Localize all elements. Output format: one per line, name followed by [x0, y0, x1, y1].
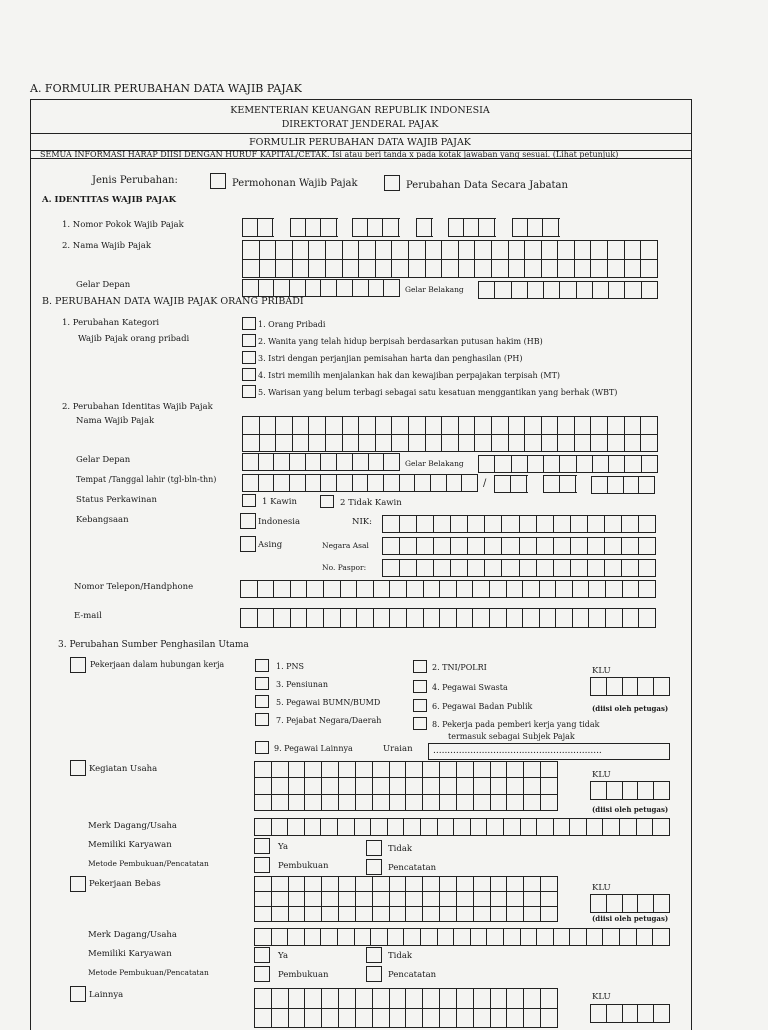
- pekerjaan-bebas-label: Pekerjaan Bebas: [89, 879, 161, 889]
- nama-input[interactable]: [242, 240, 658, 278]
- kategori-3-checkbox[interactable]: [242, 351, 256, 364]
- diisi-label-1: (diisi oleh petugas): [592, 704, 669, 713]
- badan-publik-label: 6. Pegawai Badan Publik: [432, 702, 533, 711]
- swasta-checkbox[interactable]: [413, 680, 427, 693]
- badan-publik-checkbox[interactable]: [413, 699, 427, 712]
- gelar-depan-b-input[interactable]: [242, 453, 400, 471]
- klu-label-4: KLU: [592, 992, 611, 1002]
- kategori-label: 1. Perubahan Kategori: [62, 318, 160, 328]
- form-title: A. FORMULIR PERUBAHAN DATA WAJIB PAJAK: [30, 82, 302, 95]
- tni-checkbox[interactable]: [413, 660, 427, 673]
- karyawan-label-1: Memiliki Karyawan: [88, 840, 172, 850]
- klu-label-3: KLU: [592, 883, 611, 893]
- kategori-2-checkbox[interactable]: [242, 334, 256, 347]
- kategori-3-label: 3. Istri dengan perjanjian pemisahan harta dan penghasilan (PH): [258, 354, 523, 363]
- klu-label-1: KLU: [592, 666, 611, 676]
- status-label: Status Perkawinan: [76, 495, 157, 505]
- bumn-checkbox[interactable]: [255, 695, 269, 708]
- gelar-depan-b-label: Gelar Depan: [76, 455, 131, 465]
- ttl-slash: /: [483, 478, 487, 489]
- telepon-input[interactable]: [240, 580, 656, 598]
- karyawan-tidak-label-2: Tidak: [388, 951, 413, 961]
- divider: [30, 133, 692, 134]
- merk-label-2: Merk Dagang/Usaha: [88, 930, 177, 940]
- pencatatan-label-2: Pencatatan: [388, 970, 437, 980]
- merk-input-1[interactable]: [254, 818, 670, 836]
- nama-wp-label: Nama Wajib Pajak: [76, 416, 155, 426]
- directorate-name: DIREKTORAT JENDERAL PAJAK: [281, 119, 439, 130]
- npwp-input-1[interactable]: [242, 218, 274, 237]
- email-label: E-mail: [74, 611, 102, 621]
- pembukuan-label-1: Pembukuan: [278, 861, 329, 871]
- negara-asal-label: Negara Asal: [322, 541, 369, 550]
- telepon-label: Nomor Telepon/Handphone: [74, 582, 194, 592]
- karyawan-ya-checkbox-1[interactable]: [254, 838, 270, 854]
- klu-label-2: KLU: [592, 770, 611, 780]
- kategori-4-checkbox[interactable]: [242, 368, 256, 381]
- bln-lahir-input[interactable]: [543, 475, 577, 493]
- nik-label: NIK:: [352, 517, 373, 527]
- tidak-kawin-label: 2 Tidak Kawin: [340, 498, 402, 508]
- pekerja-checkbox[interactable]: [413, 717, 427, 730]
- metode-label-1: Metode Pembukuan/Pencatatan: [88, 859, 209, 868]
- nama-wp-input[interactable]: [242, 416, 658, 452]
- gelar-depan-label: Gelar Depan: [76, 280, 131, 290]
- kebangsaan-label: Kebangsaan: [76, 515, 129, 525]
- kategori-1-checkbox[interactable]: [242, 317, 256, 330]
- gelar-belakang-b-label: Gelar Belakang: [405, 459, 464, 468]
- metode-label-2: Metode Pembukuan/Pencatatan: [88, 968, 209, 977]
- no-paspor-label: No. Paspor:: [322, 563, 367, 572]
- asing-checkbox[interactable]: [240, 536, 256, 552]
- merk-input-2[interactable]: [254, 928, 670, 946]
- merk-label-1: Merk Dagang/Usaha: [88, 821, 177, 831]
- pekerja-label-2: termasuk sebagai Subjek Pajak: [448, 732, 575, 741]
- karyawan-tidak-checkbox-1[interactable]: [366, 840, 382, 856]
- kawin-checkbox[interactable]: [242, 494, 256, 507]
- tgl-lahir-input[interactable]: [494, 475, 528, 493]
- indonesia-label: Indonesia: [258, 517, 301, 527]
- pencatatan-label-1: Pencatatan: [388, 863, 437, 873]
- npwp-label: 1. Nomor Pokok Wajib Pajak: [62, 220, 184, 230]
- lainnya-label: Lainnya: [89, 990, 124, 1000]
- karyawan-ya-label-2: Ya: [278, 951, 289, 961]
- pejabat-label: 7. Pejabat Negara/Daerah: [276, 716, 382, 725]
- pns-checkbox[interactable]: [255, 659, 269, 672]
- karyawan-ya-label-1: Ya: [278, 842, 289, 852]
- pembukuan-checkbox-1[interactable]: [254, 857, 270, 873]
- kategori-4-label: 4. Istri memilih menjalankan hak dan kewajiban perpajakan terpisah (MT): [258, 371, 561, 380]
- no-paspor-input[interactable]: [382, 559, 656, 577]
- nik-input[interactable]: [382, 515, 656, 533]
- diisi-label-2: (diisi oleh petugas): [592, 805, 669, 814]
- klu-input-1[interactable]: [590, 677, 670, 696]
- kawin-label: 1 Kawin: [262, 497, 297, 507]
- bumn-label: 5. Pegawai BUMN/BUMD: [276, 698, 381, 707]
- section-b-title: B. PERUBAHAN DATA WAJIB PAJAK ORANG PRIBADI: [42, 296, 304, 307]
- jenis-perubahan-label: Jenis Perubahan:: [92, 175, 178, 186]
- pensiunan-checkbox[interactable]: [255, 677, 269, 690]
- asing-label: Asing: [258, 540, 283, 550]
- permohonan-checkbox[interactable]: [210, 173, 226, 189]
- diisi-label-3: (diisi oleh petugas): [592, 914, 669, 923]
- pejabat-checkbox[interactable]: [255, 713, 269, 726]
- npwp-input-2[interactable]: [290, 218, 338, 237]
- gelar-belakang-b-input[interactable]: [478, 455, 658, 473]
- pekerjaan-bebas-checkbox[interactable]: [70, 876, 86, 892]
- gelar-belakang-input[interactable]: [478, 281, 658, 299]
- kegiatan-usaha-checkbox[interactable]: [70, 760, 86, 776]
- kategori-1-label: 1. Orang Pribadi: [258, 320, 326, 329]
- klu-input-4[interactable]: [590, 1004, 670, 1023]
- jabatan-checkbox[interactable]: [384, 175, 400, 191]
- tidak-kawin-checkbox[interactable]: [320, 495, 334, 508]
- form-name: FORMULIR PERUBAHAN DATA WAJIB PAJAK: [249, 137, 471, 148]
- pencatatan-checkbox-2[interactable]: [366, 966, 382, 982]
- pembukuan-checkbox-2[interactable]: [254, 966, 270, 982]
- npwp-input-3[interactable]: [352, 218, 400, 237]
- uraian-label: Uraian: [383, 744, 413, 754]
- kegiatan-usaha-input[interactable]: [254, 761, 558, 811]
- kegiatan-usaha-label: Kegiatan Usaha: [89, 764, 158, 774]
- nama-label: 2. Nama Wajib Pajak: [62, 241, 151, 251]
- karyawan-tidak-label-1: Tidak: [388, 844, 413, 854]
- ministry-name: KEMENTERIAN KEUANGAN REPUBLIK INDONESIA: [230, 105, 490, 116]
- permohonan-label: Permohonan Wajib Pajak: [232, 178, 358, 189]
- karyawan-ya-checkbox-2[interactable]: [254, 947, 270, 963]
- klu-input-2[interactable]: [590, 781, 670, 800]
- negara-asal-input[interactable]: [382, 537, 656, 555]
- swasta-label: 4. Pegawai Swasta: [432, 683, 508, 692]
- kategori-2-label: 2. Wanita yang telah hidup berpisah berdasarkan putusan hakim (HB): [258, 337, 543, 346]
- identitas-label: 2. Perubahan Identitas Wajib Pajak: [62, 402, 213, 412]
- npwp-input-6[interactable]: [512, 218, 560, 237]
- email-input[interactable]: [240, 608, 656, 628]
- kategori-5-label: 5. Warisan yang belum terbagi sebagai satu kesatuan menggantikan yang berhak (WBT): [258, 388, 618, 397]
- gelar-depan-input[interactable]: [242, 279, 400, 297]
- jabatan-label: Perubahan Data Secara Jabatan: [406, 180, 568, 191]
- lainnya-pegawai-checkbox[interactable]: [255, 741, 269, 754]
- section-a-title: A. IDENTITAS WAJIB PAJAK: [42, 195, 177, 205]
- npwp-input-5[interactable]: [448, 218, 496, 237]
- pekerjaan-bebas-input[interactable]: [254, 876, 558, 922]
- lainnya-input[interactable]: [254, 988, 558, 1028]
- lainnya-checkbox[interactable]: [70, 986, 86, 1002]
- pekerja-label: 8. Pekerja pada pemberi kerja yang tidak: [432, 720, 600, 729]
- pembukuan-label-2: Pembukuan: [278, 970, 329, 980]
- pekerjaan-hk-label: Pekerjaan dalam hubungan kerja: [90, 660, 225, 669]
- pns-label: 1. PNS: [276, 662, 305, 671]
- tempat-lahir-input[interactable]: [242, 474, 478, 492]
- thn-lahir-input[interactable]: [591, 476, 655, 494]
- tni-label: 2. TNI/POLRI: [432, 663, 487, 672]
- pencatatan-checkbox-1[interactable]: [366, 859, 382, 875]
- pensiunan-label: 3. Pensiunan: [276, 680, 328, 689]
- gelar-belakang-label: Gelar Belakang: [405, 285, 464, 294]
- kategori-5-checkbox[interactable]: [242, 385, 256, 398]
- klu-input-3[interactable]: [590, 894, 670, 913]
- lainnya-pegawai-label: 9. Pegawai Lainnya: [274, 744, 353, 753]
- karyawan-label-2: Memiliki Karyawan: [88, 949, 172, 959]
- ttl-label: Tempat /Tanggal lahir (tgl-bln-thn): [76, 475, 217, 484]
- pekerjaan-hk-checkbox[interactable]: [70, 657, 86, 673]
- section-3-title: 3. Perubahan Sumber Penghasilan Utama: [58, 640, 249, 650]
- kategori-label-2: Wajib Pajak orang pribadi: [78, 334, 190, 344]
- indonesia-checkbox[interactable]: [240, 513, 256, 529]
- uraian-input[interactable]: ...........................................................: [428, 743, 670, 760]
- instruction-text: SEMUA INFORMASI HARAP DIISI DENGAN HURUF KAPITAL/CETAK. Isi atau beri tanda x pada kotak jawaban yang sesuai. (Lihat petunjuk): [40, 150, 619, 159]
- npwp-input-4[interactable]: [416, 218, 433, 237]
- karyawan-tidak-checkbox-2[interactable]: [366, 947, 382, 963]
